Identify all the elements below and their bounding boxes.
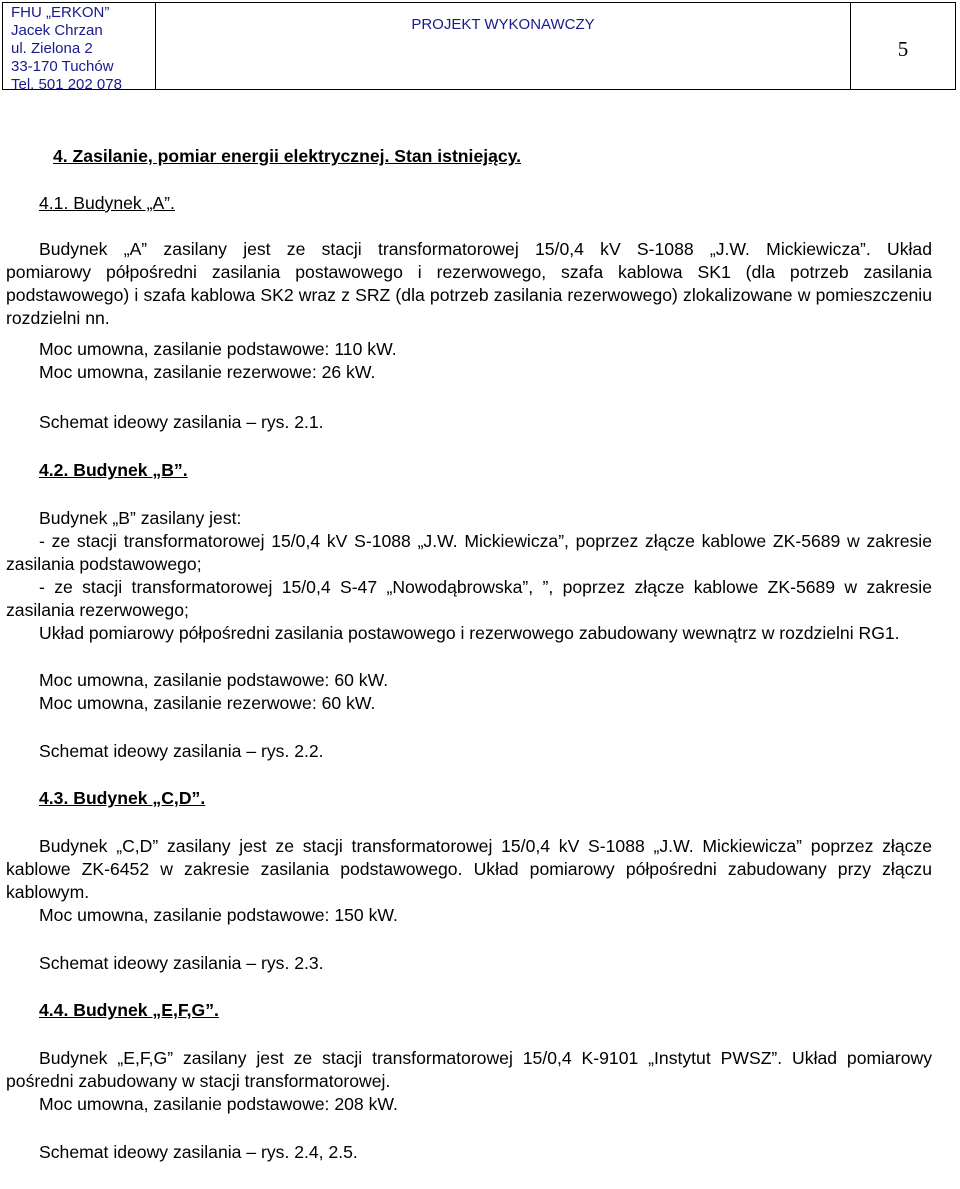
paragraph-a: pomiarowy półpośredni zasilania postawowego i rezerwowego, szafa kablowa SK1 (dla potrzeb zasilania podstawowego) i szafa kablowa SK2 wraz z SRZ (dla potrzeb zasilania rezerwowego) zlokalizowane w pomieszczeniu rozdzielni nn. <box>6 262 932 329</box>
page-number: 5 <box>897 37 909 61</box>
moc-podstawowa-b: Moc umowna, zasilanie podstawowe: 60 kW. <box>39 670 389 690</box>
moc-rezerwowa-a: Moc umowna, zasilanie rezerwowe: 26 kW. <box>39 362 376 382</box>
item1-b: - ze stacji transformatorowej 15/0,4 kV S-1088 „J.W. Mickiewicza”, poprzez złącze kablowe ZK-5689 w zakresie zasilania podstawowego; <box>6 531 932 575</box>
subsection-title-a: 4.1. Budynek „A”. <box>39 193 175 213</box>
company-phone: Tel. 501 202 078 <box>11 76 122 93</box>
subsection-title-cd: 4.3. Budynek „C,D”. <box>39 788 206 808</box>
company-owner: Jacek Chrzan <box>11 22 103 39</box>
intro-b: Budynek „B” zasilany jest: <box>39 508 242 528</box>
subsection-title-b: 4.2. Budynek „B”. <box>39 460 188 480</box>
schemat-cd: Schemat ideowy zasilania – rys. 2.3. <box>39 953 324 973</box>
project-type: PROJEKT WYKONAWCZY <box>156 3 851 89</box>
moc-podstawowa-a: Moc umowna, zasilanie podstawowe: 110 kW. <box>39 339 397 359</box>
schemat-efg: Schemat ideowy zasilania – rys. 2.4, 2.5. <box>39 1142 358 1162</box>
moc-rezerwowa-b: Moc umowna, zasilanie rezerwowe: 60 kW. <box>39 693 376 713</box>
item2-b: - ze stacji transformatorowej 15/0,4 S-47 „Nowodąbrowska”, ”, poprzez złącze kablowe ZK-5689 w zakresie zasilania rezerwowego; <box>6 577 932 621</box>
moc-podstawowa-efg: Moc umowna, zasilanie podstawowe: 208 kW. <box>39 1094 398 1114</box>
uklad-b: Układ pomiarowy półpośredni zasilania postawowego i rezerwowego zabudowany wewnątrz w rozdzielni RG1. <box>39 623 900 643</box>
company-name: FHU „ERKON” <box>11 4 110 21</box>
schemat-a: Schemat ideowy zasilania – rys. 2.1. <box>39 412 324 432</box>
company-street: ul. Zielona 2 <box>11 40 93 57</box>
paragraph-a-first-line: Budynek „A” zasilany jest ze stacji transformatorowej 15/0,4 kV S-1088 „J.W. Mickiewicza”. Układ <box>39 239 932 259</box>
moc-podstawowa-cd: Moc umowna, zasilanie podstawowe: 150 kW. <box>39 905 398 925</box>
schemat-b: Schemat ideowy zasilania – rys. 2.2. <box>39 741 324 761</box>
company-info <box>3 3 156 93</box>
paragraph-cd: Budynek „C,D” zasilany jest ze stacji transformatorowej 15/0,4 kV S-1088 „J.W. Mickiewicza” poprzez złącze kablowe ZK-6452 w zakresie zasilania podstawowego. Układ pomiarowy półpośredni zabudowany przy złączu kablowym. <box>6 836 932 903</box>
subsection-title-efg: 4.4. Budynek „E,F,G”. <box>39 1000 219 1020</box>
document-header <box>2 2 956 93</box>
paragraph-efg: Budynek „E,F,G” zasilany jest ze stacji transformatorowej 15/0,4 K-9101 „Instytut PWSZ”. Układ pomiarowy pośredni zabudowany w stacji transformatorowej. <box>6 1048 932 1092</box>
company-city: 33-170 Tuchów <box>11 58 114 75</box>
section-title: 4. Zasilanie, pomiar energii elektrycznej. Stan istniejący. <box>53 146 522 166</box>
